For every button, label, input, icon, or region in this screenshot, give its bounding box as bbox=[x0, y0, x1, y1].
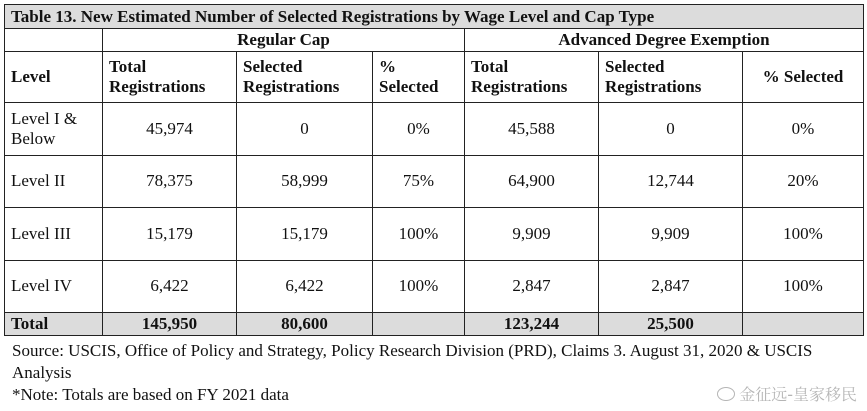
ade-total-cell: 64,900 bbox=[465, 155, 599, 207]
registrations-table bbox=[4, 4, 864, 336]
group-header-advanced-degree: Advanced Degree Exemption bbox=[465, 29, 864, 52]
level-cell: Level I & Below bbox=[5, 103, 103, 155]
column-header-rc-selected: Selected Registrations bbox=[237, 51, 373, 102]
level-cell: Level III bbox=[5, 208, 103, 260]
total-label: Total bbox=[5, 312, 103, 335]
rc-selected-sum: 80,600 bbox=[237, 312, 373, 335]
rc-selected-cell: 6,422 bbox=[237, 260, 373, 312]
rc-total-sum: 145,950 bbox=[103, 312, 237, 335]
column-header-level: Level bbox=[5, 51, 103, 102]
rc-total-cell: 78,375 bbox=[103, 155, 237, 207]
ade-total-cell: 9,909 bbox=[465, 208, 599, 260]
watermark-text: 金征远-皇家移民 bbox=[739, 385, 857, 404]
column-header-ade-pct: % Selected bbox=[743, 51, 864, 102]
ade-selected-cell: 2,847 bbox=[599, 260, 743, 312]
ade-selected-cell: 9,909 bbox=[599, 208, 743, 260]
ade-selected-cell: 12,744 bbox=[599, 155, 743, 207]
rc-selected-cell: 0 bbox=[237, 103, 373, 155]
source-text: Source: USCIS, Office of Policy and Strategy, Policy Research Division (PRD), Claims 3. August 31, 2020 & USCIS Analysis bbox=[12, 341, 813, 382]
column-header-ade-selected: Selected Registrations bbox=[599, 51, 743, 102]
ade-pct-cell: 100% bbox=[743, 260, 864, 312]
rc-selected-cell: 15,179 bbox=[237, 208, 373, 260]
rc-pct-cell: 75% bbox=[373, 155, 465, 207]
table-row bbox=[5, 155, 864, 207]
column-header-ade-total: Total Registrations bbox=[465, 51, 599, 102]
total-row bbox=[5, 312, 864, 335]
ade-pct-cell: 0% bbox=[743, 103, 864, 155]
column-header-rc-total: Total Registrations bbox=[103, 51, 237, 102]
table-title: Table 13. New Estimated Number of Selected Registrations by Wage Level and Cap Type bbox=[5, 5, 864, 29]
level-cell: Level IV bbox=[5, 260, 103, 312]
watermark bbox=[717, 382, 857, 405]
table-row bbox=[5, 260, 864, 312]
table-row bbox=[5, 103, 864, 155]
rc-pct-cell: 100% bbox=[373, 260, 465, 312]
weibo-icon bbox=[717, 387, 735, 401]
group-header-empty bbox=[5, 29, 103, 52]
group-header-regular-cap: Regular Cap bbox=[103, 29, 465, 52]
rc-total-cell: 6,422 bbox=[103, 260, 237, 312]
rc-total-cell: 15,179 bbox=[103, 208, 237, 260]
ade-selected-cell: 0 bbox=[599, 103, 743, 155]
rc-pct-cell: 100% bbox=[373, 208, 465, 260]
rc-pct-cell: 0% bbox=[373, 103, 465, 155]
ade-total-cell: 2,847 bbox=[465, 260, 599, 312]
ade-selected-sum: 25,500 bbox=[599, 312, 743, 335]
ade-pct-cell: 100% bbox=[743, 208, 864, 260]
ade-total-cell: 45,588 bbox=[465, 103, 599, 155]
rc-pct-sum bbox=[373, 312, 465, 335]
rc-total-cell: 45,974 bbox=[103, 103, 237, 155]
rc-selected-cell: 58,999 bbox=[237, 155, 373, 207]
table-row bbox=[5, 208, 864, 260]
ade-pct-cell: 20% bbox=[743, 155, 864, 207]
level-cell: Level II bbox=[5, 155, 103, 207]
column-header-rc-pct: % Selected bbox=[373, 51, 465, 102]
note-text: *Note: Totals are based on FY 2021 data bbox=[12, 385, 289, 404]
ade-total-sum: 123,244 bbox=[465, 312, 599, 335]
ade-pct-sum bbox=[743, 312, 864, 335]
